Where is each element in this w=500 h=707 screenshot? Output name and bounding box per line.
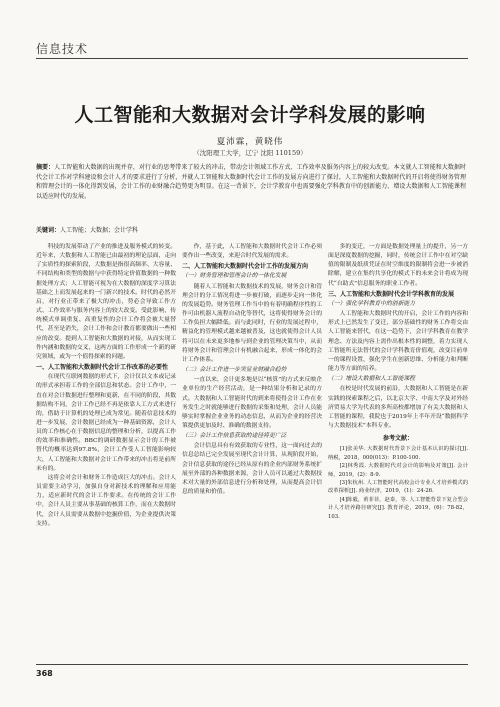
article-title: 人工智能和大数据对会计学科发展的影响: [74, 104, 426, 126]
page-number: 368: [36, 669, 53, 678]
subsection-heading: （二）会计工作进一步突显业财融合趋势: [182, 367, 287, 374]
reference-item: [4]陈毅，黄菲菲，赵泰，等. 人工智能背景下复合型会计人才培养路径研究[J]. 教育评论，2019，(6)：78-82，103.: [328, 496, 468, 520]
section-heading: 三、人工智能和大数据时代会计学科教育的发展: [328, 290, 455, 298]
body-paragraph: 人工智能和大数据时代的开启，会计工作的内容和形式上已然发生了变迁，部分基础性的财务工作将交由人工智能来替代，在这一趋势下，会计学科教育在教学理念、方法及内容上需作出根本性的调整，着力实现人工智能所无法替代的会计学科教育价值观，改变目前单一的课程设置，强化学生在创新思维、分析能力和判断能力等方面的培养。: [328, 311, 468, 373]
abstract-text: 人工智能和大数据的出现并存，对行业的思考带来了较大的冲击，带动会计领域工作方式、工作效率及服务内容上的较大改变。本文就人工智能和大数据时代会计工作对学科建设和会计人才的要求进行了分析，并就人工智能和大数据时代会计工作的发展方向进行了探讨，人工智能和大数据时代的开启将使得财务管理和管理会计的一体化得到发展，会计工作的业财融合趋势更为明显。在这一背景下，会计学教育中也需要强化学科教育中的创新能力、增设大数据和人工智能课程以适应时代的发展。: [36, 164, 466, 200]
section-heading: 二、人工智能和大数据时代会计工作的发展方向: [182, 263, 309, 271]
abstract-label: 摘要：: [36, 164, 55, 171]
body-paragraph: 一直以来，会计更多地是以“核算”的方式来反映企业单位的生产经营活动，是一种结果分析和记录的方式。大数据和人工智能时代的到来将使得会计工作在业务发生之时就能够进行数据的采集和处理，会计人员能够实时掌握企业业务的动态信息，从而为企业的经营决策提供更加及时、准确的数据支持。: [182, 377, 322, 429]
subsection-heading: （一）强化学科教育中的创新能力: [328, 300, 415, 307]
article-affiliation: （沈阳理工大学，辽宁 沈阳 110159）: [193, 149, 307, 157]
body-paragraph: 多的变迁，一方面是数据处理量上的提升，另一方面是深度数据的挖掘，同时，传统会计工作中在对空缺值的限制及纸质凭证在时空维度的限制将会进一步被消除解，建立在集约共享化的模式下的未来会计将成为现代“自助式”信息服务的职业工作者。: [328, 244, 468, 287]
abstract: [36, 163, 466, 201]
body-paragraph: 这将会对会计和财务工作造成巨大的冲击。会计人员需要主动学习，加强自身对新技术的理解和应用能力，适应新时代的会计工作要求。在传统的会计工作中，会计人员主要从事基础的核算工作，而在大数据时代，会计人员需要从数据中挖掘价值，为企业提供决策支持。: [36, 474, 176, 527]
references-heading: 参考文献：: [382, 435, 413, 443]
reference-item: [3]朱杭州. 人工智能时代高校会计专业人才培养模式的改革探析[J]. 商业经济，2019，(1)：24-26.: [328, 479, 468, 495]
reference-item: [2]林秀霞. 大数据时代对会计的影响及对策[J]. 会计师，2019，(2)：8-9.: [328, 463, 468, 478]
body-column-2: [182, 243, 322, 653]
body-paragraph: 在校是时代发展的前沿，大数据和人工智能是在新实践的探索课程之后，以北京大学、中南大学及对外经济贸易大学为代表的多所高校都增加了有关大数据和人工智能的课程，我院也于2019年上半年开设“数据科学与大数据技术”本科专业。: [328, 386, 468, 429]
body-paragraph: 随着人工智能和大数据技术的发展，财务会计和管理会计的分工情况将进一步被打破，而逐步走向一体化的发展趋势。财务管理工作当中的有着明确程序性的工作可由机器人流程自动化等替代，这将使得财务会计的工作负担大幅降低。而与此同时，行业的发展过程中，精益化的管理模式越来越被普及，这也就使得会计人员将可以在未来更多地参与到企业的管理决策当中，从而将财务会计和管理会计有机融合起来，形成一体化的会计工作体系。: [182, 283, 322, 363]
keywords: [36, 226, 466, 236]
body-paragraph: 会计信息具有有效获取的专业性，这一面向过去的信息总结已完全发展至现代会计计算，从现阶段开始，会计信息获取的途径已经从原有的企业内部财务系统扩展至外部的各种数据来源，会计人员可以通过大数据技术对大量的外部信息进行分析和处理，从而提高会计信息的质量和价值。: [182, 443, 322, 496]
footer-rule: [36, 664, 468, 665]
article-authors: 夏沛霖，黄晓伟: [216, 137, 284, 147]
subsection-heading: （一）财务管理和管理会计的一体化发展: [182, 273, 287, 280]
reference-item: [1]张美华. 大数据时代背景下会计基本认识的探讨[J]. 纳税，2018，000(013)：P.100-100.: [328, 446, 468, 461]
keywords-label: 关键词：: [36, 227, 61, 234]
section-heading: 一、人工智能和大数据时代会计工作改革的必要性: [36, 364, 169, 372]
journal-section-header: 信息技术: [36, 42, 89, 56]
body-paragraph: 作，基于此，人工智能和大数据时代会计工作必须要作出一些改变，来迎合时代发展的需求。: [182, 244, 322, 260]
body-paragraph: 在现代互联网数据的形式下，会计仅以文本或记录的形式承担着工作的全部信息和状态。会计工作中，一直在对会计数据进行整理和更新，在不同的阶段，其数据结构不同，会计工作已经不再是依靠人工方式来进行的，借助于计算机的处理已成为常见。随着信息技术的进一步发展，会计数据已经成为一种基础资源，会计人员的工作核心在于数据信息的整理和分析，以提高工作的效率和准确性。BBC的调研数据显示会计的工作被替代的概率达到97.8%，会计工作受人工智能影响较大，人工智能和大数据对会计工作带来的冲击将是前所未有的。: [36, 374, 176, 472]
body-column-1: [36, 243, 176, 653]
body-paragraph: 科技的发展带动了产业的推进及服务模式的转变。近年来，大数据和人工智能已由最初的理论层面，走向了实质性的探索阶段，大数据是指很高频率、大容量、不同结构和类型的数据与中获得特定价值数据的一种数据处理方式；人工智能可视为在大数据的深度学习算法基础之上而发展起来的一门新兴的技术。时代的必然开启，对行业正带来了极大的冲击，势必会导致工作方式、工作效率与服务内容上的较大改变。受此影响，传统模式单调重复、高重复性的会计工作将会被大量替代，甚至是消失，会计工作和会计教育都要做出一些相应的改变。提到人工智能和大数据的对接，从而实现工作内涵和数据的交叉，这两方面的工作形成一个新的研究领域，或为一个值得探索的问题。: [36, 244, 176, 360]
keywords-text: 人工智能；大数据；会计学科: [60, 227, 139, 234]
subsection-heading: （三）会计工作信息获取的途径将更广泛: [182, 433, 287, 440]
subsection-heading: （二）增设大数据和人工智能课程: [328, 376, 415, 383]
body-column-3: [328, 243, 468, 653]
header-rule: [36, 58, 468, 59]
